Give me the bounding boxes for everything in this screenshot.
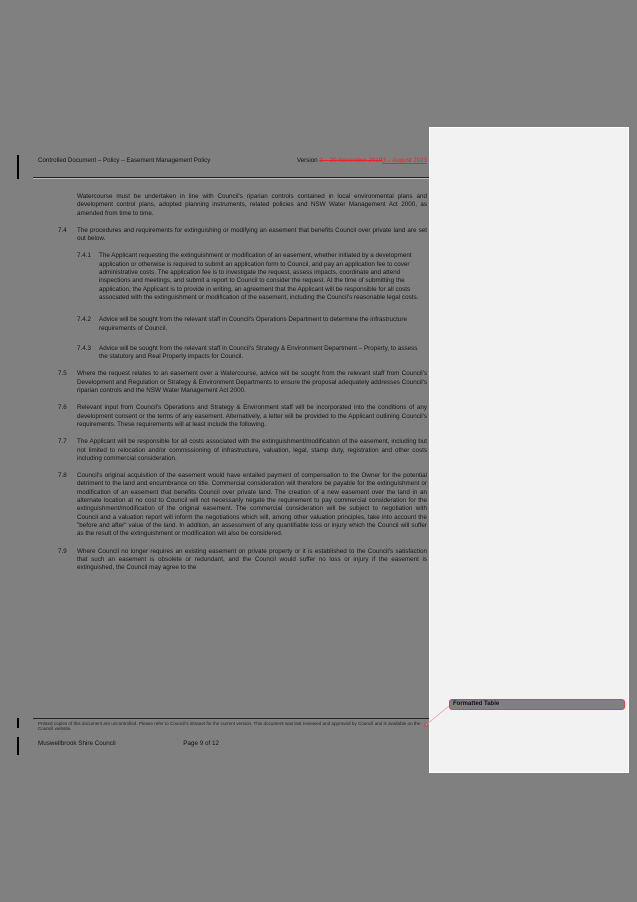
paragraph-number: 7.4 <box>58 226 67 234</box>
paragraph-7-4-3 <box>58 345 427 362</box>
document-title: Controlled Document – Policy – Easement Management Policy <box>38 157 211 164</box>
paragraph-7-8 <box>58 472 427 538</box>
version-label: Version <box>296 157 320 164</box>
change-bar <box>17 155 19 179</box>
paragraph-text: The procedures and requirements for extinguishing or modifying an easement that benefits Council over private land are set out below. <box>77 226 427 243</box>
header-rule <box>33 177 429 179</box>
footer-rule <box>33 718 429 719</box>
markup-pane <box>429 127 629 773</box>
paragraph-7-4-2 <box>58 316 427 333</box>
paragraph-number: 7.9 <box>58 547 67 555</box>
paragraph-text: Where the request relates to an easement over a Watercourse, advice will be sought from the relevant staff from Council's Development and Regulation or Strategy & Environment Departments to ensure the proposal adequately addresses Council's riparian controls and the NSW Water Management Act 2000. <box>77 370 427 395</box>
paragraph-text: Where Council no longer requires an existing easement on private property or it is established to the Council's satisfaction that such an easement is obsolete or redundant, and the Council would suffer no loss or injury if the easement is extinguished, the Council may agree to the <box>77 547 427 572</box>
paragraph-number: 7.4.1 <box>77 252 92 260</box>
paragraph-7-7 <box>58 438 427 463</box>
footer-organisation: Muswellbrook Shire Council <box>38 740 116 747</box>
change-bar <box>17 737 19 755</box>
paragraph-7-5 <box>58 370 427 395</box>
paragraph-number: 7.4.3 <box>77 344 92 352</box>
comment-balloon[interactable] <box>449 699 625 710</box>
paragraph-7-6 <box>58 404 427 429</box>
paragraph-number: 7.4.2 <box>77 316 92 324</box>
paragraph-number: 7.7 <box>58 438 67 446</box>
comment-text: Formatted Table <box>453 701 500 707</box>
page-number: Page 9 of 12 <box>183 740 219 747</box>
paragraph-text: Advice will be sought from the relevant staff in Council's Strategy & Environment Department – Property, to assess the statutory and Real Property impacts for Council. <box>99 344 418 361</box>
paragraph-text: Watercourse must be undertaken in line with Council's riparian controls contained in local environmental plans and development control plans, adopted planning instruments, related policies and NSW Water Management Act 2000, as amended from time to time. <box>77 193 427 217</box>
paragraph-7-4 <box>58 227 427 244</box>
version-deleted: 2 – 20 November 2019 <box>319 157 383 164</box>
paragraph-number: 7.6 <box>58 404 67 412</box>
paragraph-number: 7.5 <box>58 370 67 378</box>
paragraph-text: Advice will be sought from the relevant staff in Council's Operations Department to determine the infrastructure requirements of Council. <box>99 316 408 332</box>
document-body <box>58 193 427 581</box>
paragraph-7-9 <box>58 548 427 573</box>
version-inserted: 3 – August 2023 <box>382 157 427 164</box>
paragraph-text: The Applicant requesting the extinguishment or modification of an easement, whether initiated by a development application or otherwise is required to submit an application form to Council, and pay an application fee to cover administrative costs. The application fee is to investigate the request, assess impacts, coordinate and attend inspections and meetings, and submit a report to Council to consider the request. At the time of submitting the application, the Applicant is to provide in writing, an agreement that the Applicant will be responsible for all costs associated with the extinguishment or modification of the easement, including the Council's reasonable legal costs. <box>99 252 419 301</box>
footer-note: Printed copies of this document are uncontrolled. Please refer to Council's intranet for the current version. This document was last reviewed and approved by Council and is available on the Council website. <box>38 721 421 732</box>
version-info <box>277 157 427 164</box>
paragraph-7-4-1 <box>58 252 427 302</box>
paragraph-continuation <box>58 193 427 218</box>
paragraph-text: Council's original acquisition of the easement would have entailed payment of compensation to the Owner for the potential detriment to the land and encumbrance on title. Commercial consideration will therefore be payable for the extinguishment or modification of an easement that benefits Council over private land. The creation of a new easement over the land in an alternate location at no cost to Council will not necessarily negate the requirement to pay commercial consideration for the extinguishment/modification of the original easement. The commercial consideration will be subject to negotiation with Council and a valuation report will inform the negotiations which will, among other valuation principles, take into account the "before and after" value of the land. In addition, an assessment of any quantifiable loss or injury which the Council will suffer as the result of the extinguishment or modification will also be considered. <box>77 472 427 538</box>
paragraph-number: 7.8 <box>58 472 67 480</box>
paragraph-text: Relevant input from Council's Operations and Strategy & Environment staff will be incorporated into the conditions of any development consent or the terms of any easement. Alternatively, a letter will be provided to the Applicant outlining Council's requirements. These requirements will at least include the following. <box>77 404 427 428</box>
paragraph-text: The Applicant will be responsible for all costs associated with the extinguishment/modification of the easement, including but not limited to relocation and/or commissioning of infrastructure, valuation, legal, stamp duty, registration and other costs including commercial consideration. <box>77 438 427 462</box>
change-bar <box>17 718 19 728</box>
